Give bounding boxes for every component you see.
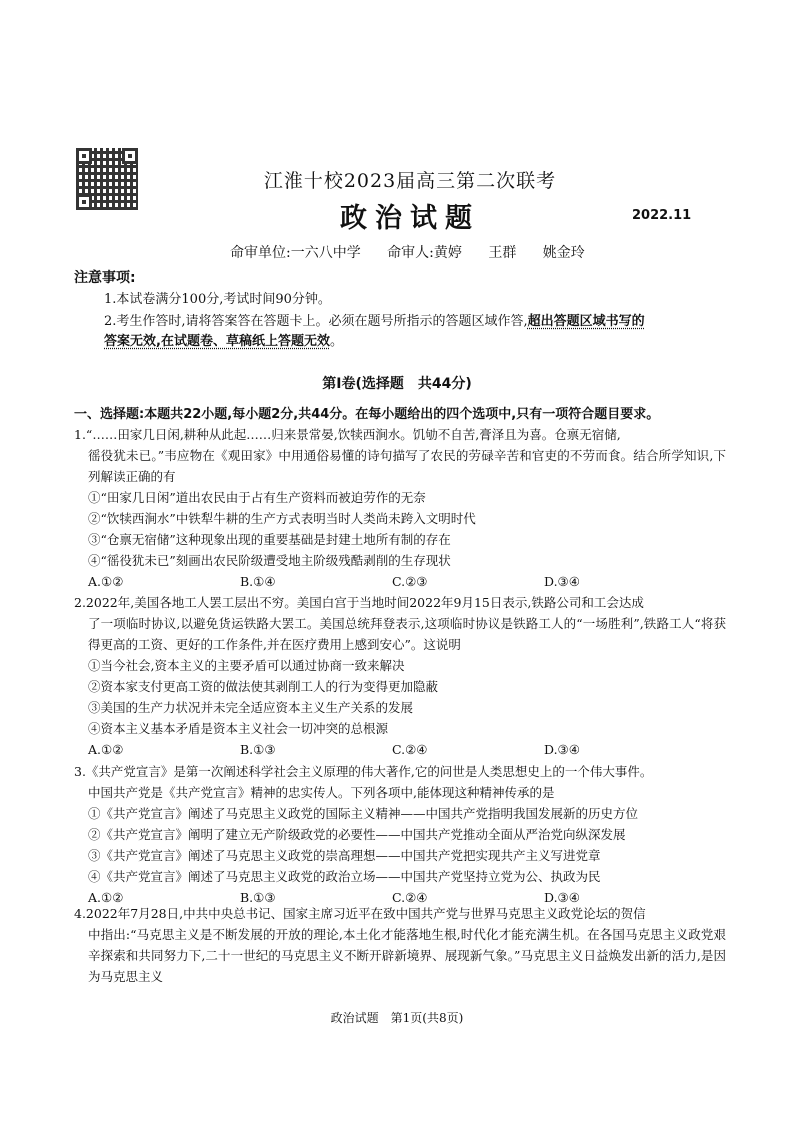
- statement-option: ④《共产党宣言》阐述了马克思主义政党的政治立场——中国共产党坚持立党为公、执政为民: [88, 869, 601, 884]
- choice-d: D.③④: [544, 574, 580, 589]
- choice-a: A.①②: [88, 574, 124, 589]
- statement-option: ③“仓禀无宿储”这种现象出现的重要基础是封建土地所有制的存在: [88, 532, 451, 547]
- choice-c: C.②④: [392, 890, 428, 905]
- choice-d: D.③④: [544, 890, 580, 905]
- choice-c: C.②④: [392, 742, 428, 757]
- question-stem: 中国共产党是《共产党宣言》精神的忠实传人。下列各项中,能体现这种精神传承的是: [88, 785, 555, 800]
- statement-option: ③美国的生产力状况并未完全适应资本主义生产关系的发展: [88, 700, 414, 715]
- question-stem: 了一项临时协议,以避免货运铁路大罢工。美国总统拜登表示,这项临时协议是铁路工人的“一场胜利”,铁路工人“将获得更高的工资、更好的工作条件,并在医疗费用上感到安心”。这说明: [88, 616, 726, 652]
- statement-option: ④资本主义基本矛盾是资本主义社会一切冲突的总根源: [88, 721, 389, 736]
- author-name: 王群: [488, 245, 517, 261]
- notice-item: 2.考生作答时,请将答案答在答题卡上。必须在题号所指示的答题区域作答,超出答题区域书写的 答案无效,在试题卷、草稿纸上答题无效。: [104, 314, 645, 349]
- page-footer: 政治试题 第1页(共8页): [330, 1011, 464, 1025]
- qr-finder-pattern: [76, 148, 92, 164]
- exam-name: 江淮十校2023届高三第二次联考: [263, 170, 557, 192]
- choice-b: B.①③: [240, 890, 276, 905]
- question-stem: 2.2022年,美国各地工人罢工层出不穷。美国白宫于当地时间2022年9月15日表示,铁路公司和工会达成: [74, 595, 644, 610]
- choice-a: A.①②: [88, 742, 124, 757]
- notice-emphasis: 超出答题区域书写的: [527, 314, 645, 329]
- choice-c: C.②③: [392, 574, 428, 589]
- question-2: [74, 592, 726, 760]
- unit-label: 命审单位:一六八中学: [230, 245, 361, 261]
- question-4: [74, 903, 726, 987]
- answer-choices: [74, 571, 726, 592]
- exam-date: 2022.11: [632, 208, 692, 223]
- choice-d: D.③④: [544, 742, 580, 757]
- choice-b: B.①③: [240, 742, 276, 757]
- statement-option: ②“饮犊西涧水”中铁犁牛耕的生产方式表明当时人类尚未跨入文明时代: [88, 511, 476, 526]
- question-stem: 3.《共产党宣言》是第一次阐述科学社会主义原理的伟大著作,它的问世是人类思想史上的一个伟大事件。: [74, 764, 653, 779]
- qr-finder-pattern: [76, 194, 92, 210]
- author-name: 姚金玲: [542, 245, 585, 261]
- notice-item: 1.本试卷满分100分,考试时间90分钟。: [104, 292, 331, 307]
- statement-option: ①《共产党宣言》阐述了马克思主义政党的国际主义精神——中国共产党指明我国发展新的历史方位: [88, 806, 639, 821]
- notice-title: 注意事项:: [74, 270, 136, 286]
- answer-choices: [74, 739, 726, 760]
- statement-option: ④“徭役犹未已”刻画出农民阶级遭受地主阶级残酷剥削的生存现状: [88, 553, 451, 568]
- statement-option: ①当今社会,资本主义的主要矛盾可以通过协商一致来解决: [88, 658, 405, 673]
- notice-emphasis: 答案无效,在试题卷、草稿纸上答题无效: [104, 334, 330, 349]
- question-stem: 中指出:“马克思主义是不断发展的开放的理论,本土化才能落地生根,时代化才能充满生机。在各国马克思主义政党艰辛探索和共同努力下,二十一世纪的马克思主义不断开辟新境界、展现新气象。”马克思主义日益焕发出新的活力,是因为马克思主义: [88, 927, 726, 984]
- question-stem: 徭役犹未已。”韦应物在《观田家》中用通俗易懂的诗句描写了农民的劳碌辛苦和官吏的不劳而食。结合所学知识,下列解读正确的有: [88, 448, 726, 484]
- choice-b: B.①④: [240, 574, 276, 589]
- people-label: 命审人:黄婷: [387, 245, 462, 261]
- authors-line: [230, 242, 585, 262]
- statement-option: ③《共产党宣言》阐述了马克思主义政党的崇高理想——中国共产党把实现共产主义写进党章: [88, 848, 601, 863]
- qr-finder-pattern: [122, 148, 138, 164]
- statement-option: ①“田家几日闲”道出农民由于占有生产资料而被迫劳作的无奈: [88, 490, 426, 505]
- question-1: [74, 424, 726, 592]
- question-stem: 1.“……田家几日闲,耕种从此起……归来景常晏,饮犊西涧水。饥劬不自苦,膏泽且为喜。仓禀无宿储,: [74, 427, 621, 442]
- section-instructions: 一、选择题:本题共22小题,每小题2分,共44分。在每小题给出的四个选项中,只有一项符合题目要求。: [74, 407, 660, 422]
- statement-option: ②《共产党宣言》阐明了建立无产阶级政党的必要性——中国共产党推动全面从严治党向纵深发展: [88, 827, 626, 842]
- question-3: [74, 761, 726, 908]
- statement-option: ②资本家支付更高工资的做法使其剥削工人的行为变得更加隐蔽: [88, 679, 439, 694]
- qr-code: [76, 148, 138, 210]
- section-title: 第Ⅰ卷(选择题 共44分): [322, 376, 472, 392]
- choice-a: A.①②: [88, 890, 124, 905]
- question-stem: 4.2022年7月28日,中共中央总书记、国家主席习近平在致中国共产党与世界马克思主义政党论坛的贺信: [74, 906, 646, 921]
- page-title: 政治试题: [340, 203, 480, 234]
